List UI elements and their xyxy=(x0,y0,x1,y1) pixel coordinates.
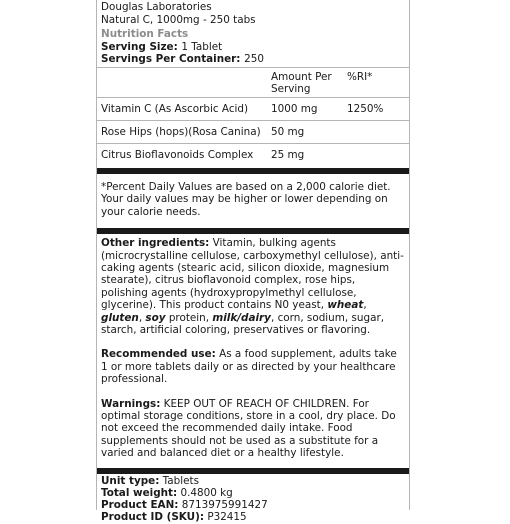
ingredients-label: Other ingredients: xyxy=(101,237,210,250)
spec-label: Product ID (SKU): xyxy=(101,511,205,524)
spec-label: Total weight: xyxy=(101,486,178,499)
row-amount: 25 mg xyxy=(267,143,343,166)
product-specs xyxy=(97,474,409,524)
daily-value-note: *Percent Daily Values are based on a 2,000 calorie diet. Your daily values may be higher or lower depending on your calorie needs. xyxy=(101,180,391,218)
allergen-wheat: wheat xyxy=(327,299,364,312)
row-ri xyxy=(343,120,409,143)
product-name: Natural C, 1000mg - 250 tabs xyxy=(101,13,256,26)
serving-size-value: 1 Tablet xyxy=(181,40,223,53)
brand-name: Douglas Laboratories xyxy=(101,1,212,13)
row-ri: 1250% xyxy=(343,97,409,120)
servings-line xyxy=(101,53,409,66)
row-name: Vitamin C (As Ascorbic Acid) xyxy=(97,97,267,120)
spec-value: 0.4800 kg xyxy=(177,486,233,499)
spec-row xyxy=(101,487,405,499)
header-amount: Amount Per Serving xyxy=(271,70,332,95)
warnings-paragraph xyxy=(101,398,405,460)
ingredients-text-2: protein, xyxy=(165,311,213,324)
row-ri xyxy=(343,143,409,166)
spec-value: P32415 xyxy=(204,511,247,524)
ingredients-sep-2: , xyxy=(138,311,146,324)
recommended-paragraph xyxy=(101,348,405,385)
spec-label: Product EAN: xyxy=(101,499,179,512)
row-name: Rose Hips (hops)(Rosa Canina) xyxy=(97,120,267,143)
spec-row xyxy=(101,511,405,523)
warnings-text: KEEP OUT OF REACH OF CHILDREN. For optimal storage conditions, store in a cool, dry place. Do not exceed the recommended daily intake. Food supplements should not be used as a substitute for a varied and balanced diet or a healthy lifestyle. xyxy=(101,397,396,460)
ingredients-sep-1: , xyxy=(363,299,367,312)
allergen-milk: milk/dairy xyxy=(212,311,271,324)
allergen-gluten: gluten xyxy=(101,311,139,324)
serving-size-label: Serving Size: xyxy=(101,40,178,53)
header-ri: %RI* xyxy=(347,70,373,83)
spec-value: 8713975991427 xyxy=(178,499,268,512)
table-header-row xyxy=(97,68,409,98)
recommended-label: Recommended use: xyxy=(101,348,216,361)
ingredients-section xyxy=(97,234,409,460)
warnings-label: Warnings: xyxy=(101,397,161,410)
nutrition-table xyxy=(97,68,409,166)
header-blank xyxy=(97,68,267,98)
row-amount: 50 mg xyxy=(267,120,343,143)
spec-label: Unit type: xyxy=(101,474,160,487)
table-row xyxy=(97,97,409,120)
spec-row xyxy=(101,475,405,487)
servings-value: 250 xyxy=(244,53,264,66)
recommended-text: As a food supplement, adults take 1 or more tablets daily or as directed by your healthcare professional. xyxy=(101,348,397,386)
supplement-label xyxy=(96,0,410,524)
facts-title: Nutrition Facts xyxy=(101,28,189,41)
allergen-soy: soy xyxy=(145,311,166,324)
spec-row xyxy=(101,499,405,511)
ingredients-paragraph xyxy=(101,237,405,336)
ingredients-text-1: Vitamin, bulking agents (microcrystalline cellulose, carboxymethyl cellulose), anti-caking agents (stearic acid, silicon dioxide, magnesium stearate), citrus bioflavonoid complex, rose hips, polishing agents (hydroxypropylmethyl cellulose, glycerine). This product contains N0 yeast, xyxy=(101,237,404,312)
ingredients-text-3: , corn, sodium, sugar, starch, artificial coloring, preservatives or flavoring. xyxy=(101,311,385,337)
table-row xyxy=(97,143,409,166)
row-name: Citrus Bioflavonoids Complex xyxy=(97,143,267,166)
table-row xyxy=(97,120,409,143)
serving-size-line xyxy=(101,41,409,54)
servings-label: Servings Per Container: xyxy=(101,53,241,66)
product-header xyxy=(97,0,409,66)
row-amount: 1000 mg xyxy=(267,97,343,120)
spec-value: Tablets xyxy=(159,474,200,487)
